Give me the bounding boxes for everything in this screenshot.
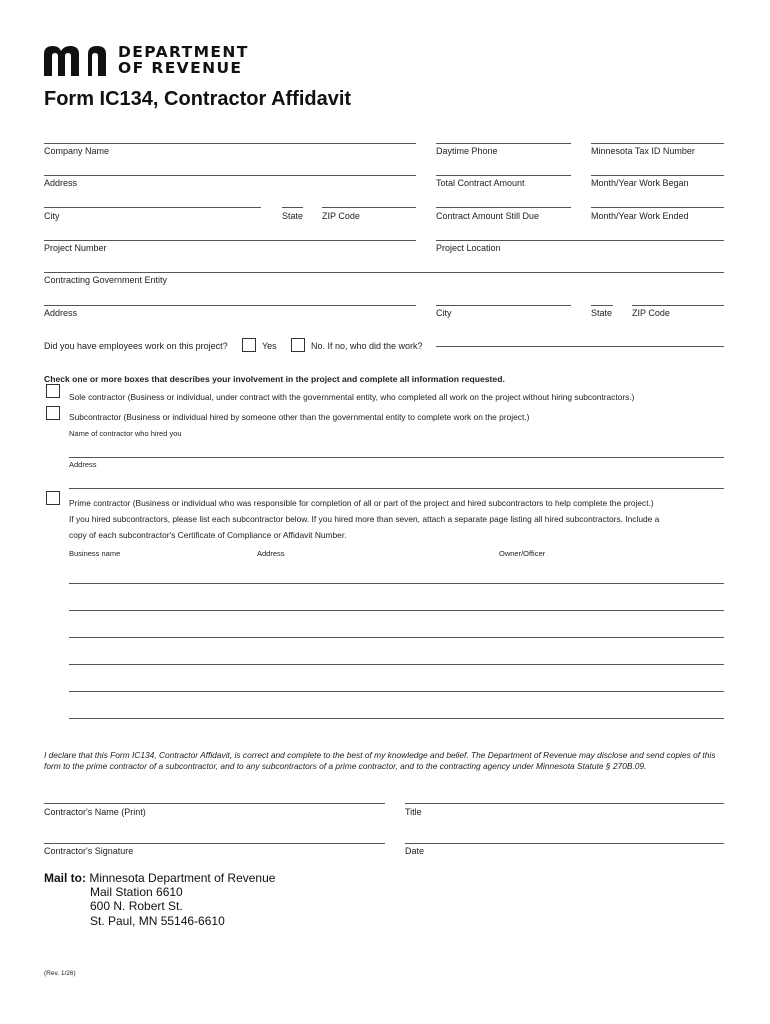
city-label: City	[44, 211, 60, 221]
prime-instruction-line2: If you hired subcontractors, please list each subcontractor below. If you hired more than seven, attach a separate page listing all hired subcontractors. Include a	[69, 514, 660, 524]
title-label: Title	[405, 807, 422, 817]
department-logo-text: DEPARTMENT OF REVENUE	[118, 43, 249, 77]
amount-due-label: Contract Amount Still Due	[436, 211, 540, 221]
total-contract-label: Total Contract Amount	[436, 178, 525, 188]
employees-no-label: No. If no, who did the work?	[311, 341, 423, 351]
state-label: State	[282, 211, 304, 221]
sole-contractor-checkbox[interactable]	[46, 384, 60, 398]
employees-no-checkbox[interactable]	[291, 338, 305, 352]
mail-to	[44, 871, 275, 886]
mail-address-line3: 600 N. Robert St.	[90, 899, 183, 913]
contractor-name-field[interactable]	[44, 803, 385, 804]
gov-zip-field[interactable]	[632, 305, 724, 306]
project-location-field[interactable]	[436, 240, 724, 241]
gov-city-label: City	[436, 308, 452, 318]
zip-field[interactable]	[322, 207, 416, 208]
gov-entity-field[interactable]	[44, 272, 724, 273]
prime-contractor-checkbox[interactable]	[46, 491, 60, 505]
mail-address-line4: St. Paul, MN 55146-6610	[90, 914, 225, 928]
gov-address-field[interactable]	[44, 305, 416, 306]
subcontractor-checkbox[interactable]	[46, 406, 60, 420]
project-number-field[interactable]	[44, 240, 416, 241]
gov-zip-label: ZIP Code	[632, 308, 670, 318]
employees-question: Did you have employees work on this project?	[44, 341, 228, 351]
amount-due-field[interactable]	[436, 207, 571, 208]
hired-by-label: Name of contractor who hired you	[69, 429, 182, 438]
mail-address-line1: Minnesota Department of Revenue	[89, 871, 276, 885]
title-field[interactable]	[405, 803, 724, 804]
project-location-label: Project Location	[436, 243, 501, 253]
mn-logo-icon	[44, 44, 110, 76]
subcontractor-row-field[interactable]	[69, 664, 724, 665]
employees-yes-checkbox[interactable]	[242, 338, 256, 352]
sole-contractor-label: Sole contractor (Business or individual, under contract with the governmental entity, who completed all work on the project without hiring subcontractors.)	[69, 392, 635, 402]
col-business-name: Business name	[69, 549, 121, 558]
contractor-signature-field[interactable]	[44, 843, 385, 844]
hired-by-address-label: Address	[69, 460, 97, 469]
subcontractor-row-field[interactable]	[69, 691, 724, 692]
contractor-signature-label: Contractor's Signature	[44, 846, 134, 856]
revision-note: (Rev. 1/26)	[44, 970, 76, 977]
daytime-phone-label: Daytime Phone	[436, 146, 498, 156]
hired-by-address-field[interactable]	[69, 488, 724, 489]
gov-address-label: Address	[44, 308, 78, 318]
month-began-field[interactable]	[591, 175, 724, 176]
prime-contractor-label: Prime contractor (Business or individual who was responsible for completion of all or part of the project and hired subcontractors to help complete the project.)	[69, 498, 654, 508]
subcontractor-row-field[interactable]	[69, 610, 724, 611]
contractor-name-label: Contractor's Name (Print)	[44, 807, 146, 817]
zip-label: ZIP Code	[322, 211, 360, 221]
tax-id-label: Minnesota Tax ID Number	[591, 146, 695, 156]
project-number-label: Project Number	[44, 243, 107, 253]
company-name-label: Company Name	[44, 146, 110, 156]
subcontractor-row-field[interactable]	[69, 583, 724, 584]
col-address: Address	[257, 549, 285, 558]
address-label: Address	[44, 178, 78, 188]
col-owner-officer: Owner/Officer	[499, 549, 546, 558]
employees-yes-label: Yes	[262, 341, 277, 351]
city-field[interactable]	[44, 207, 261, 208]
subcontractor-row-field[interactable]	[69, 718, 724, 719]
address-field[interactable]	[44, 175, 416, 176]
month-ended-label: Month/Year Work Ended	[591, 211, 689, 221]
hired-by-field[interactable]	[69, 457, 724, 458]
involvement-instruction: Check one or more boxes that describes your involvement in the project and complete all information requested.	[44, 374, 505, 384]
gov-state-label: State	[591, 308, 613, 318]
gov-state-field[interactable]	[591, 305, 613, 306]
tax-id-field[interactable]	[591, 143, 724, 144]
mail-address-line2: Mail Station 6610	[90, 885, 183, 899]
mail-to-label: Mail to:	[44, 871, 86, 885]
company-name-field[interactable]	[44, 143, 416, 144]
form-title: Form IC134, Contractor Affidavit	[44, 88, 352, 110]
who-did-work-field[interactable]	[436, 346, 724, 347]
gov-entity-label: Contracting Government Entity	[44, 275, 168, 285]
date-label: Date	[405, 846, 425, 856]
daytime-phone-field[interactable]	[436, 143, 571, 144]
total-contract-field[interactable]	[436, 175, 571, 176]
month-ended-field[interactable]	[591, 207, 724, 208]
declaration-text: I declare that this Form IC134, Contractor Affidavit, is correct and complete to the best of my knowledge and belief. The Department of Revenue may disclose and send copies of this form to the prime contractor of a subcontractor, and to any subcontractors of a prime contractor, and to the contracting agency under Minnesota Statute § 270B.09.	[44, 750, 716, 771]
date-field[interactable]	[405, 843, 724, 844]
prime-instruction-line3: copy of each subcontractor's Certificate of Compliance or Affidavit Number.	[69, 530, 347, 540]
month-began-label: Month/Year Work Began	[591, 178, 689, 188]
state-field[interactable]	[282, 207, 303, 208]
gov-city-field[interactable]	[436, 305, 571, 306]
subcontractor-row-field[interactable]	[69, 637, 724, 638]
subcontractor-label: Subcontractor (Business or individual hired by someone other than the governmental entity to complete work on the project.)	[69, 412, 530, 422]
